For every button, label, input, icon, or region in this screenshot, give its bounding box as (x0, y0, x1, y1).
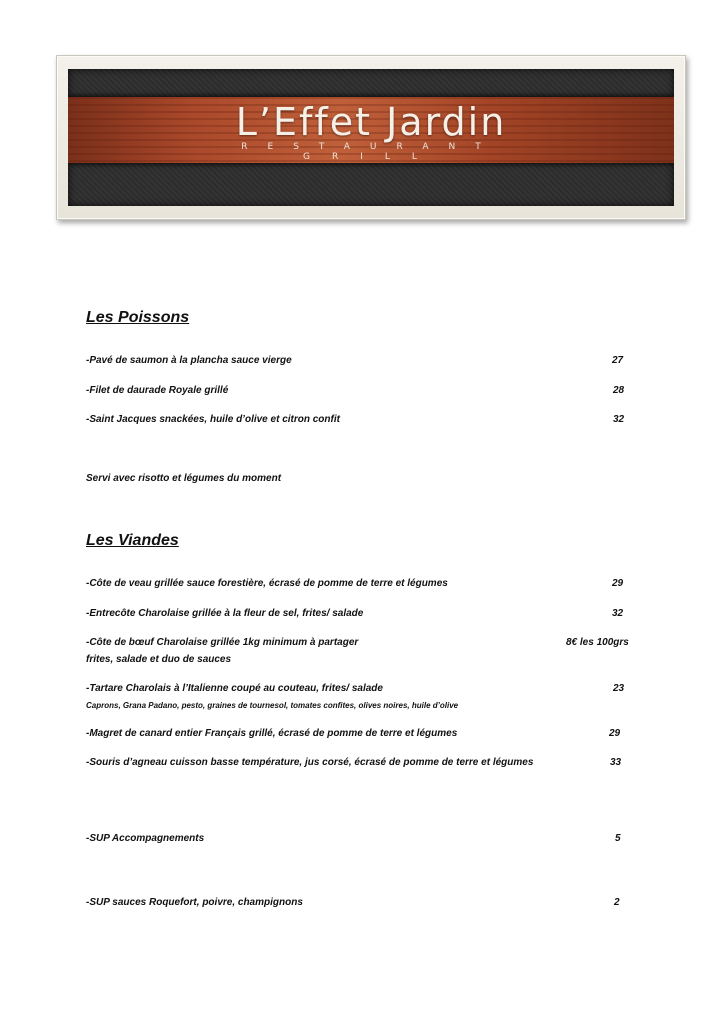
logo-title: L’Effet Jardin (235, 100, 507, 144)
section-title-viandes: Les Viandes (86, 532, 179, 549)
menu-item-price: 29 (609, 728, 621, 739)
menu-item: -Côte de veau grillée sauce forestière, écrasé de pomme de terre et légumes (86, 578, 448, 589)
menu-item-price: 29 (612, 578, 624, 589)
menu-item: -Magret de canard entier Français grillé, écrasé de pomme de terre et légumes (86, 728, 458, 739)
menu-item: -Pavé de saumon à la plancha sauce vierge (86, 355, 292, 366)
wood-plank (68, 97, 674, 163)
logo-subtitle-restaurant: RESTAURANT (241, 142, 501, 152)
poissons-note: Servi avec risotto et légumes du moment (86, 473, 282, 484)
menu-item: -Côte de bœuf Charolaise grillée 1kg minimum à partager (86, 637, 359, 648)
menu-item: -Saint Jacques snackées, huile d’olive et citron confit (86, 414, 340, 425)
menu-item: -Filet de daurade Royale grillé (86, 385, 229, 396)
menu-item-price: 28 (613, 385, 625, 396)
menu-item-price: 33 (610, 757, 622, 768)
banner-panel (68, 69, 674, 206)
menu-item: -Souris d’agneau cuisson basse température, jus corsé, écrasé de pomme de terre et légumes (86, 757, 534, 768)
menu-item: -Tartare Charolais à l’Italienne coupé au couteau, frites/ salade (86, 683, 383, 694)
supplement-price: 2 (614, 897, 620, 908)
section-title-poissons: Les Poissons (86, 309, 190, 326)
menu-item-price: 32 (612, 608, 624, 619)
menu-item: -Entrecôte Charolaise grillée à la fleur de sel, frites/ salade (86, 608, 364, 619)
menu-item-price: 23 (613, 683, 625, 694)
restaurant-banner (56, 55, 686, 220)
supplement-item: -SUP Accompagnements (86, 833, 205, 844)
supplement-price: 5 (615, 833, 621, 844)
menu-item-detail: Caprons, Grana Padano, pesto, graines de tournesol, tomates confites, olives noires, huile d’olive (86, 701, 459, 710)
menu-item-price: 32 (613, 414, 625, 425)
menu-item-price: 8€ les 100grs (566, 637, 629, 648)
menu-item-price: 27 (612, 355, 624, 366)
logo-subtitle-grill: GRILL (303, 152, 439, 162)
supplement-item: -SUP sauces Roquefort, poivre, champignons (86, 897, 303, 908)
menu-item-detail: frites, salade et duo de sauces (86, 654, 232, 665)
